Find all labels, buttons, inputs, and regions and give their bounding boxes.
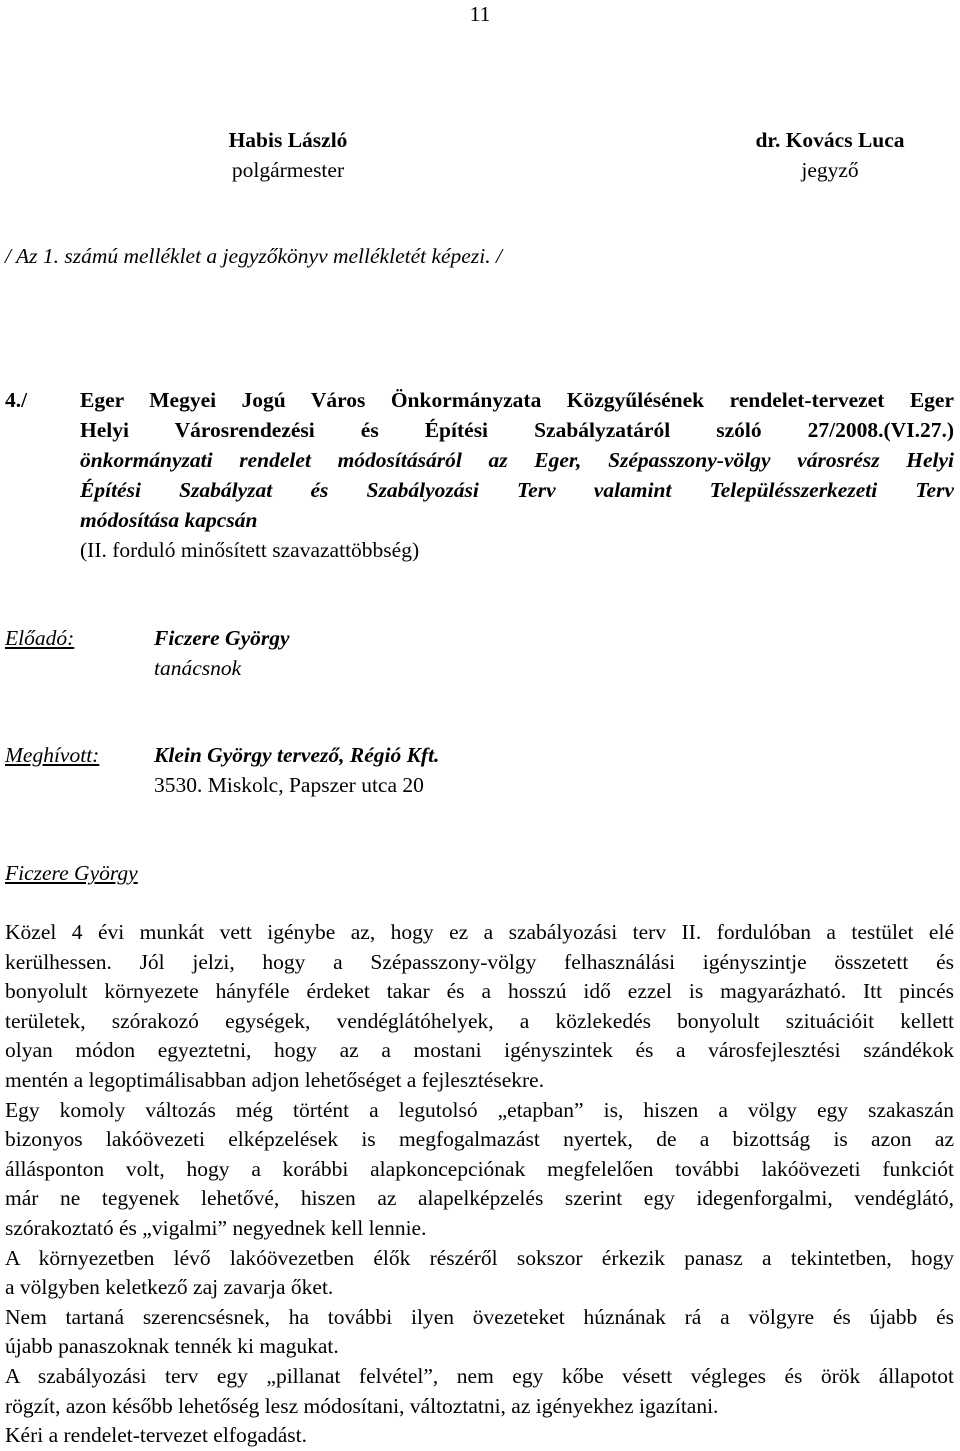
body-line: Egy komoly változás még történt a legutolsó „etapban” is, hiszen a völgy egy szakaszán xyxy=(5,1097,954,1122)
body-line: állásponton volt, hogy a korábbi alapkoncepciónak megfelelően további lakóövezeti funkciót xyxy=(5,1156,954,1181)
presenter-role: tanácsnok xyxy=(154,655,242,680)
agenda-title-line: önkormányzati rendelet módosításáról az Eger, Szépasszony-völgy városrész Helyi xyxy=(80,448,954,472)
agenda-title-line: Eger Megyei Jogú Város Önkormányzata Közgyűlésének rendelet-tervezet Eger xyxy=(80,388,954,412)
invited-address: 3530. Miskolc, Papszer utca 20 xyxy=(154,772,424,797)
invited xyxy=(154,741,439,800)
signature-right xyxy=(720,126,940,185)
vote-note: (II. forduló minősített szavazattöbbség) xyxy=(80,537,420,562)
signature-right-name: dr. Kovács Luca xyxy=(755,128,905,152)
invited-label: Meghívott: xyxy=(5,743,100,767)
agenda-title-line: Helyi Városrendezési és Építési Szabályzatáról szóló 27/2008.(VI.27.) xyxy=(80,418,954,442)
signature-left xyxy=(200,126,376,185)
body-line: Közel 4 évi munkát vett igénybe az, hogy ez a szabályozási terv II. fordulóban a testület elé xyxy=(5,920,954,944)
body-line: újabb panaszoknak tennék ki magukat. xyxy=(5,1334,339,1359)
page-number: 11 xyxy=(469,2,491,26)
body-line: bonyolult környezete hányféle érdeket takar és a hosszú idő ezzel is magyarázható. Itt pincés xyxy=(5,979,954,1004)
annex-note: / Az 1. számú melléklet a jegyzőkönyv mellékletét képezi. / xyxy=(5,244,502,268)
agenda-title xyxy=(80,386,954,565)
body-line: olyan módon egyeztetni, hogy az a mostani igényszintek és a városfejlesztési szándékok xyxy=(5,1038,954,1063)
signature-left-name: Habis László xyxy=(228,128,348,152)
signature-right-title: jegyző xyxy=(801,157,859,182)
presenter-label: Előadó: xyxy=(5,626,75,650)
body-line: szórakoztató és „vigalmi” negyednek kell lennie. xyxy=(5,1216,427,1240)
agenda-title-line: Építési Szabályzat és Szabályozási Terv valamint Településszerkezeti Terv xyxy=(80,478,954,502)
body-line: bizonyos lakóövezeti elképzelések is megfogalmazást nyertek, de a bizottság is azon az xyxy=(5,1127,954,1152)
body-line: már ne tegyenek lehetővé, hiszen az alapelképzelés szerint egy idegenforgalmi, vendéglátó, xyxy=(5,1186,954,1211)
presenter xyxy=(154,624,290,683)
presenter-name: Ficzere György xyxy=(154,626,290,650)
body-line: Kéri a rendelet-tervezet elfogadást. xyxy=(5,1423,308,1448)
body-line: területek, szórakozó egységek, vendéglátóhelyek, a közlekedés bonyolult szituációit kellett xyxy=(5,1008,954,1033)
body-line: Nem tartaná szerencsésnek, ha további ilyen övezeteket húznának rá a völgyre és újabb és xyxy=(5,1304,954,1329)
speaker-heading: Ficzere György xyxy=(5,861,138,885)
invited-name: Klein György tervező, Régió Kft. xyxy=(154,743,440,767)
body-line: A környezetben lévő lakóövezetben élők részéről sokszor érkezik panasz a tekintetben, hogy xyxy=(5,1245,954,1270)
body-line: mentén a legoptimálisabban adjon lehetőséget a fejlesztésekre. xyxy=(5,1068,545,1092)
body-line: a völgyben keletkező zaj zavarja őket. xyxy=(5,1275,334,1300)
agenda-number: 4./ xyxy=(5,388,28,412)
body-line: kerülhessen. Jól jelzi, hogy a Szépasszony-völgy felhasználási igényszintje összetett és xyxy=(5,949,954,974)
signature-left-title: polgármester xyxy=(231,157,345,182)
body-line: rögzít, azon később lehetőség lesz módosítani, változtatni, az igényekhez igazítani. xyxy=(5,1393,719,1418)
agenda-title-line: módosítása kapcsán xyxy=(80,508,258,532)
body-line: A szabályozási terv egy „pillanat felvétel”, nem egy kőbe vésett végleges és örök állapotot xyxy=(5,1364,954,1388)
